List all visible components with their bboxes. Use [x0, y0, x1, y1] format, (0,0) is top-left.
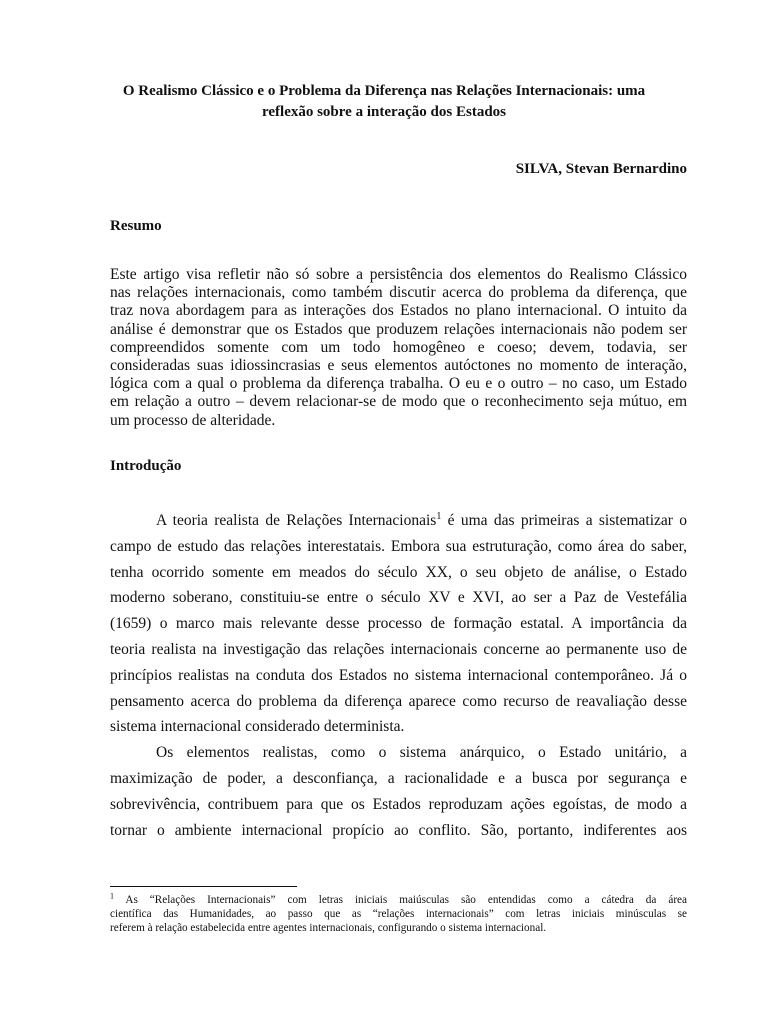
- intro-text: é uma das primeiras a sistematizar o: [441, 512, 687, 529]
- abstract-line: consideradas suas idiossincrasias e seus elementos autóctones no momento de interação,: [110, 357, 687, 375]
- abstract-line: Este artigo visa refletir não só sobre a persistência dos elementos do Realismo Clássico: [110, 266, 687, 283]
- abstract-line: nas relações internacionais, como também discutir acerca do problema da diferença, que: [110, 284, 687, 302]
- intro-line: tornar o ambiente internacional propício ao conflito. São, portanto, indiferentes aos: [110, 821, 687, 839]
- abstract-line: lógica com a qual o problema da diferença trabalha. O eu e o outro – no caso, um Estado: [110, 375, 687, 393]
- abstract-line: um processo de alteridade.: [110, 411, 276, 429]
- footnote: [110, 893, 687, 935]
- footnote-line: científica das Humanidades, ao passo que as “relações internacionais” com letras iniciais minúsculas se: [110, 908, 687, 920]
- footnote-line: referem à relação estabelecida entre agentes internacionais, configurando o sistema internacional.: [110, 922, 547, 934]
- footnote-line: [110, 893, 687, 907]
- intro-line: (1659) o marco mais relevante desse processo de formação estatal. A importância da: [110, 615, 687, 633]
- footnote-reference: 1: [436, 510, 442, 522]
- intro-line: sistema internacional considerado determinista.: [110, 718, 405, 736]
- intro-line: Os elementos realistas, como o sistema anárquico, o Estado unitário, a: [156, 744, 687, 762]
- abstract-heading: Resumo: [110, 218, 162, 234]
- paper-title: [100, 81, 668, 123]
- title-line-2: reflexão sobre a interação dos Estados: [261, 104, 506, 120]
- intro-line: sobrevivência, contribuem para que os Estados reproduzam ações egoístas, de modo a: [110, 795, 687, 813]
- intro-first-line: [110, 508, 687, 534]
- intro-line: campo de estudo das relações interestatais. Embora sua estruturação, como área do saber,: [110, 537, 687, 555]
- abstract-line: em relação a outro – devem relacionar-se de modo que o reconhecimento seja mútuo, em: [110, 393, 687, 411]
- footnote-divider: [110, 886, 297, 887]
- introduction-heading: Introdução: [110, 458, 182, 474]
- introduction-body: [110, 508, 687, 843]
- intro-line: maximização de poder, a desconfiança, a racionalidade e a busca por segurança e: [110, 769, 687, 787]
- intro-line: princípios realistas na conduta dos Estados no sistema internacional contemporâneo. Já o: [110, 666, 687, 684]
- intro-text: A teoria realista de Relações Internacionais: [156, 512, 437, 529]
- intro-line: teoria realista na investigação das relações internacionais concerne ao permanente uso de: [110, 640, 687, 658]
- intro-line: tenha ocorrido somente em meados do século XX, o seu objeto de análise, o Estado: [110, 563, 687, 581]
- abstract-line: traz nova abordagem para as interações dos Estados no plano internacional. O intuito da: [110, 302, 687, 320]
- abstract-body: [110, 266, 687, 430]
- footnote-marker: 1: [110, 891, 114, 901]
- author-name: SILVA, Stevan Bernardino: [515, 161, 687, 177]
- title-line-1: O Realismo Clássico e o Problema da Diferença nas Relações Internacionais: uma: [122, 83, 646, 99]
- intro-line: moderno soberano, constituiu-se entre o século XV e XVI, ao ser a Paz de Vestefália: [110, 589, 687, 607]
- footnote-text: As “Relações Internacionais” com letras iniciais maiúsculas são entendidas como a cátedra da área: [114, 894, 687, 906]
- intro-line: pensamento acerca do problema da diferença aparece como recurso de reavaliação desse: [110, 692, 687, 710]
- abstract-line: compreendidos somente com um todo homogêneo e coeso; devem, todavia, ser: [110, 338, 687, 356]
- abstract-line: análise é demonstrar que os Estados que produzem relações internacionais não podem ser: [110, 320, 687, 338]
